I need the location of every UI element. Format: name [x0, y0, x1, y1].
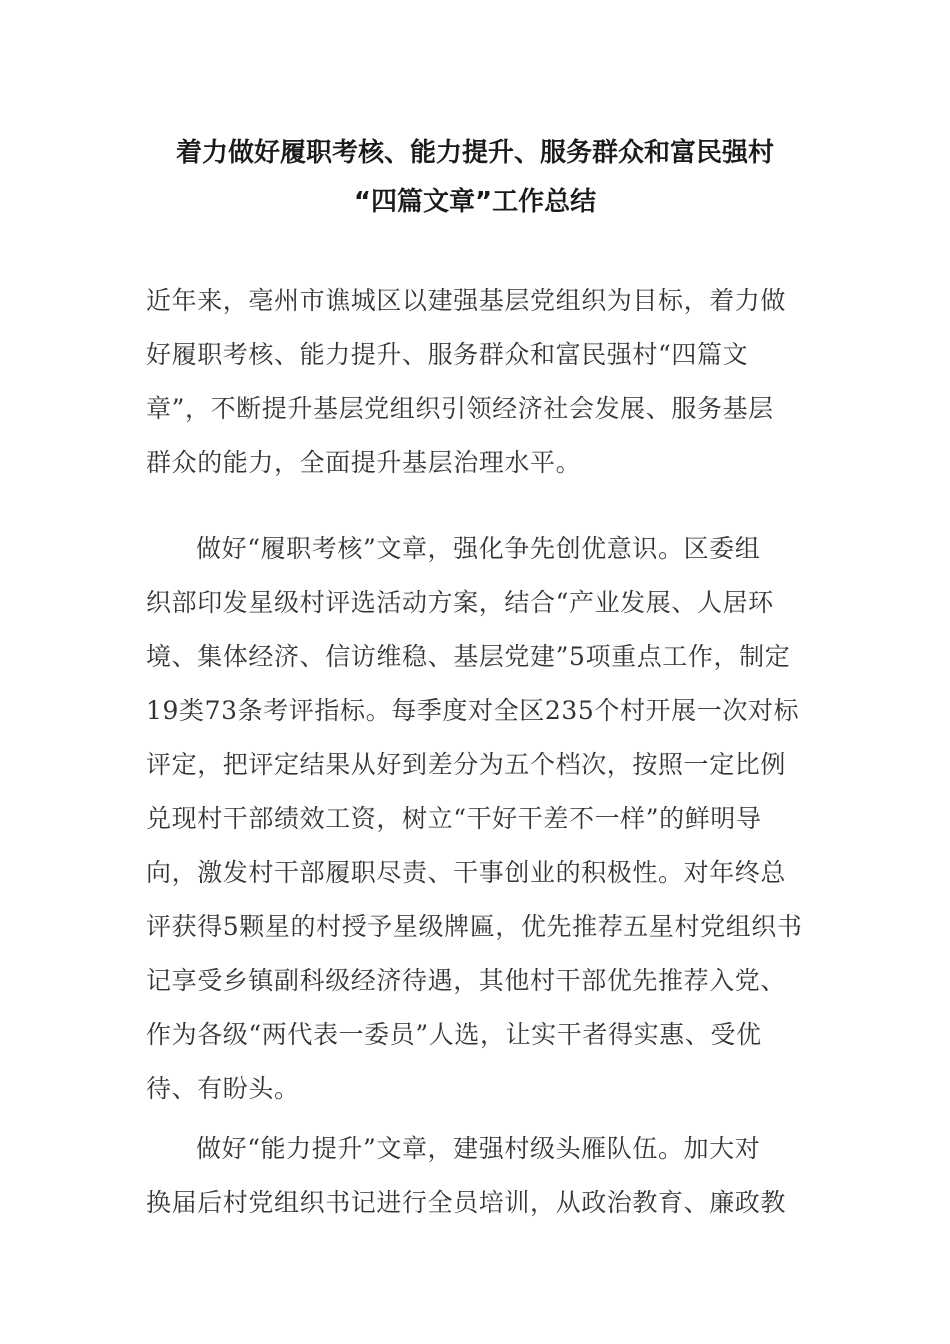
paragraph-line: 群众的能力，全面提升基层治理水平。 — [146, 448, 582, 477]
paragraph-line: 向，激发村干部履职尽责、干事创业的积极性。对年终总 — [146, 858, 787, 887]
paragraph-line: 记享受乡镇副科级经济待遇，其他村干部优先推荐入党、 — [146, 966, 787, 995]
paragraph-line: 章”，不断提升基层党组织引领经济社会发展、服务基层 — [146, 394, 774, 423]
paragraph-line: 做好“履职考核”文章，强化争先创优意识。区委组 — [196, 534, 761, 563]
paragraph-line: 评定，把评定结果从好到差分为五个档次，按照一定比例 — [146, 750, 787, 779]
paragraph-line: 近年来，亳州市谯城区以建强基层党组织为目标，着力做 — [146, 286, 787, 315]
paragraph-line: 织部印发星级村评选活动方案，结合“产业发展、人居环 — [146, 588, 774, 617]
paragraph-line: 19类73条考评指标。每季度对全区235个村开展一次对标 — [146, 696, 800, 725]
paragraph-line: 兑现村干部绩效工资，树立“干好干差不一样”的鲜明导 — [146, 804, 762, 833]
paragraph-line: 换届后村党组织书记进行全员培训，从政治教育、廉政教 — [146, 1188, 787, 1217]
paragraph-performance-assessment — [146, 522, 806, 1116]
document-title-line-2: “四篇文章”工作总结 — [353, 187, 597, 217]
paragraph-line: 境、集体经济、信访维稳、基层党建”5项重点工作，制定 — [146, 642, 791, 671]
paragraph-capacity-building — [146, 1122, 806, 1230]
document-title-line-1: 着力做好履职考核、能力提升、服务群众和富民强村 — [175, 138, 774, 168]
paragraph-line: 做好“能力提升”文章，建强村级头雁队伍。加大对 — [196, 1134, 761, 1163]
paragraph-line: 作为各级“两代表一委员”人选，让实干者得实惠、受优 — [146, 1020, 762, 1049]
paragraph-line: 评获得5颗星的村授予星级牌匾，优先推荐五星村党组织书 — [146, 912, 803, 941]
paragraph-line: 好履职考核、能力提升、服务群众和富民强村“四篇文 — [146, 340, 749, 369]
paragraph-intro — [146, 274, 806, 490]
paragraph-line: 待、有盼头。 — [146, 1074, 300, 1103]
